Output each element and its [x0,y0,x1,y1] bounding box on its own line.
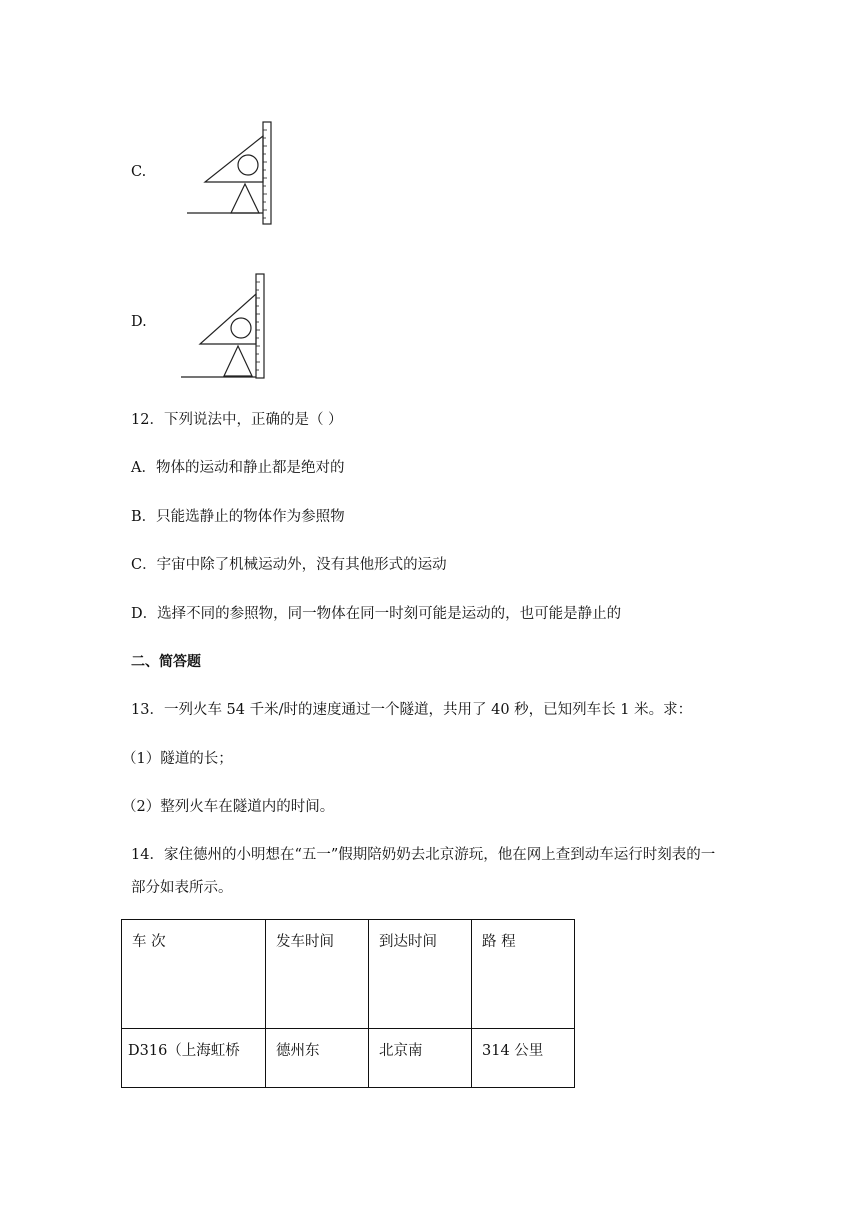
q12-option-b: B．只能选静止的物体作为参照物 [131,509,345,525]
q12-option-a: A．物体的运动和静止都是绝对的 [131,460,345,476]
option-d-figure [178,270,288,382]
header-train-number: 车 次 [122,920,266,1029]
q13-part-1: （1）隧道的长； [122,751,233,767]
q14-stem-line2: 部分如表所示。 [131,880,233,896]
section-title: 二、简答题 [131,654,201,670]
cell-distance: 314 公里 [472,1029,575,1088]
table-header-row [122,920,575,1029]
q13-stem: 13．一列火车 54 千米/时的速度通过一个隧道，共用了 40 秒，已知列车长 1 米。求： [131,702,693,718]
option-c-label: C. [131,164,147,180]
option-d-label: D. [131,314,147,330]
q12-option-d: D．选择不同的参照物，同一物体在同一时刻可能是运动的，也可能是静止的 [131,606,622,622]
header-distance: 路 程 [472,920,575,1029]
cell-arrival: 北京南 [369,1029,472,1088]
train-timetable [121,919,575,1088]
q12-stem: 12．下列说法中，正确的是（ ） [131,412,343,428]
cell-departure: 德州东 [266,1029,369,1088]
table-row [122,1029,575,1088]
header-departure-time: 发车时间 [266,920,369,1029]
cell-train-number: D316（上海虹桥 [122,1029,266,1088]
option-c-figure [185,118,295,228]
q13-part-2: （2）整列火车在隧道内的时间。 [122,799,335,815]
header-arrival-time: 到达时间 [369,920,472,1029]
q12-option-c: C．宇宙中除了机械运动外，没有其他形式的运动 [131,557,447,573]
q14-stem-line1: 14．家住德州的小明想在“五一”假期陪奶奶去北京游玩，他在网上查到动车运行时刻表的一 [131,847,716,863]
